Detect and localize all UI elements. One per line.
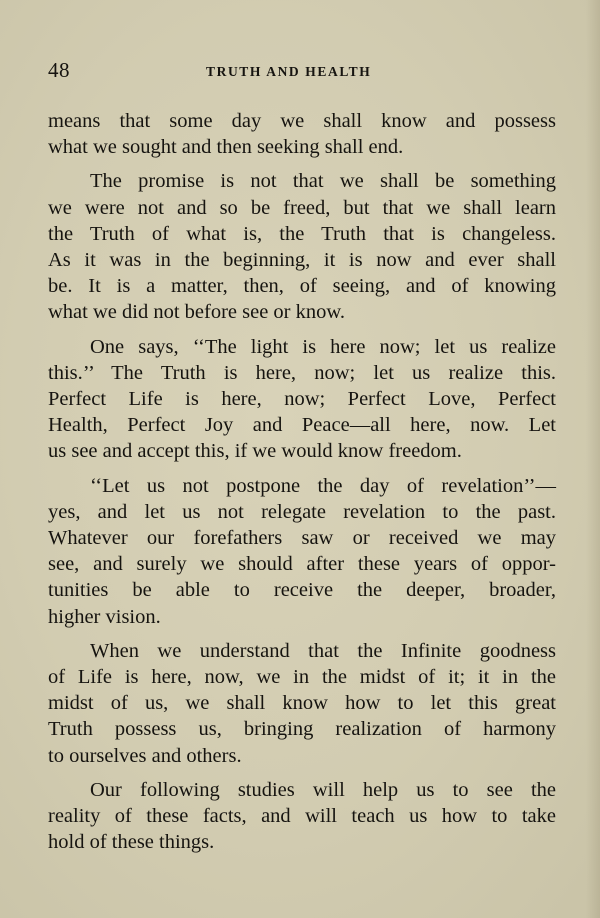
paragraph — [48, 777, 556, 856]
text-line: what we did not before see or know. — [48, 301, 345, 324]
paragraph — [48, 638, 556, 769]
page-number: 48 — [48, 58, 70, 82]
text-line: we were not and so be freed, but that we shall learn — [48, 196, 556, 219]
text-line: Truth possess us, bringing realization of harmony — [48, 718, 556, 741]
text-line: As it was in the beginning, it is now and ever shall — [48, 249, 556, 272]
text-line: Our following studies will help us to see the — [90, 778, 556, 801]
paragraph — [48, 108, 556, 160]
text-line: Health, Perfect Joy and Peace—all here, now. Let — [48, 414, 556, 437]
text-line: of Life is here, now, we in the midst of it; it in the — [48, 666, 556, 689]
text-line: see, and surely we should after these years of oppor- — [48, 553, 556, 576]
text-line: ‘‘Let us not postpone the day of revelation’’— — [90, 474, 556, 497]
body-text — [48, 108, 556, 863]
text-line: us see and accept this, if we would know freedom. — [48, 440, 462, 463]
page-header — [48, 58, 556, 88]
text-line: When we understand that the Infinite goodness — [90, 639, 556, 662]
text-line: this.’’ The Truth is here, now; let us realize this. — [48, 361, 556, 384]
text-line: midst of us, we shall know how to let this great — [48, 692, 556, 715]
text-line: One says, ‘‘The light is here now; let us realize — [90, 335, 556, 358]
text-line: Whatever our forefathers saw or received we may — [48, 527, 556, 550]
text-line: The promise is not that we shall be something — [90, 170, 556, 193]
text-line: be. It is a matter, then, of seeing, and of knowing — [48, 275, 556, 298]
text-line: yes, and let us not relegate revelation to the past. — [48, 500, 556, 523]
text-line: the Truth of what is, the Truth that is changeless. — [48, 222, 556, 245]
text-line: higher vision. — [48, 605, 161, 628]
text-line: hold of these things. — [48, 831, 215, 854]
text-line: tunities be able to receive the deeper, broader, — [48, 579, 556, 602]
paragraph — [48, 168, 556, 325]
paragraph — [48, 334, 556, 465]
page-edge-shadow — [586, 0, 600, 918]
text-line: what we sought and then seeking shall end. — [48, 136, 404, 159]
paragraph — [48, 473, 556, 630]
text-line: to ourselves and others. — [48, 744, 242, 767]
text-line: reality of these facts, and will teach us how to take — [48, 805, 556, 828]
running-title: TRUTH AND HEALTH — [206, 64, 372, 79]
text-line: Perfect Life is here, now; Perfect Love, Perfect — [48, 388, 556, 411]
text-line: means that some day we shall know and possess — [48, 110, 556, 132]
